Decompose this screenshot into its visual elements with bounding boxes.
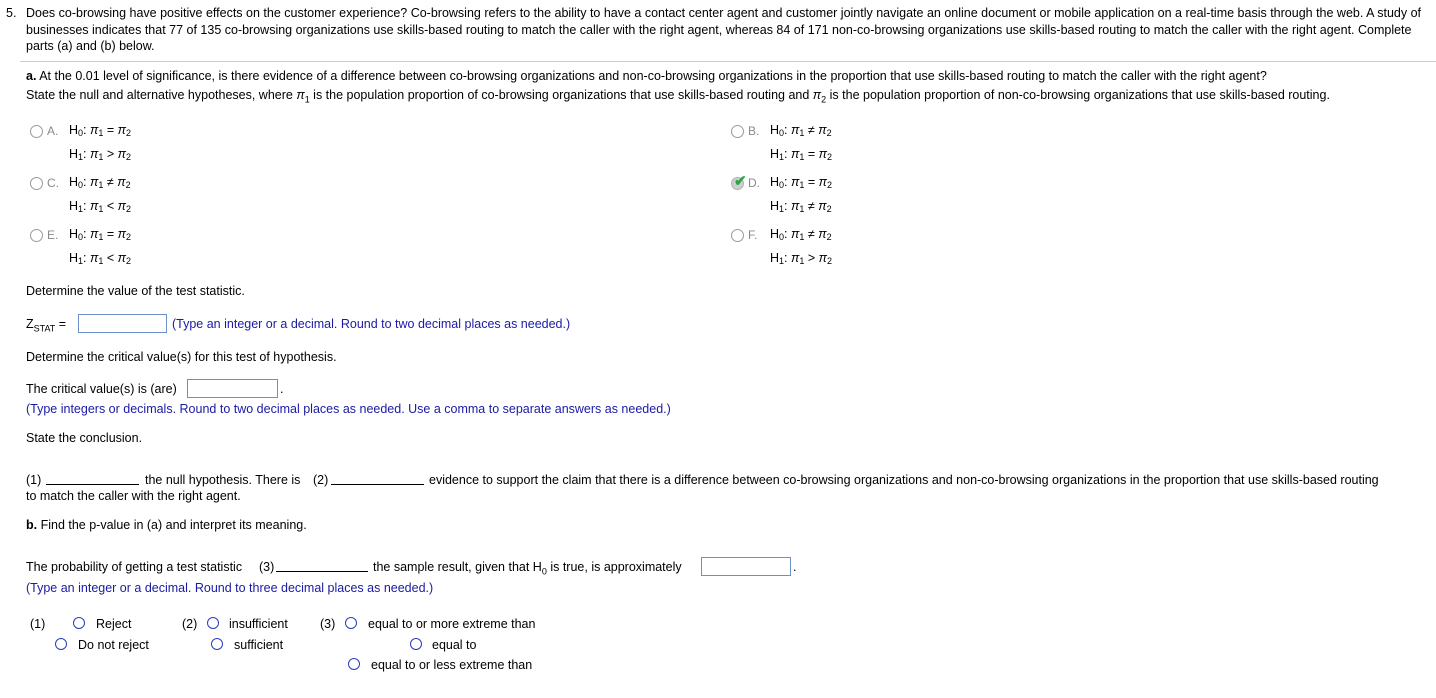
pvalue-input[interactable] bbox=[701, 557, 791, 576]
blank-1-label: (1) bbox=[26, 473, 42, 487]
option-f-radio[interactable] bbox=[731, 229, 744, 242]
blank-2-label: (2) bbox=[313, 473, 329, 487]
option-e-radio[interactable] bbox=[30, 229, 43, 242]
zstat-input[interactable] bbox=[78, 314, 167, 333]
option-e-hypotheses: $H_0$: $\pi_1 = \pi_2$ $H_1$: $\pi_1 < \pi_2$ bbox=[69, 227, 132, 266]
choice-group-3-label: (3) bbox=[320, 617, 336, 631]
option-b-radio[interactable] bbox=[731, 125, 744, 138]
option-a-radio[interactable] bbox=[30, 125, 43, 138]
choice-sufficient-label: sufficient bbox=[234, 638, 284, 652]
question-text: Does co-browsing have positive effects on the customer experience? Co-browsing refers to the ability to have a contact center agent and customer jointly navigate an online document or mobile application on a real-time basis through the web. A study of businesses indicates that 77 of 135 co-browsing organizations use skills-based routing to match the caller with the right agent, whereas 84 of 171 non-co-browsing organizations use skills-based routing to match the caller with the right agent. Complete parts (a) and (b) below. bbox=[26, 6, 1422, 53]
option-c-radio[interactable] bbox=[30, 177, 43, 190]
period: . bbox=[280, 382, 284, 396]
option-f-letter: F. bbox=[748, 228, 758, 242]
choice-more-extreme-radio[interactable] bbox=[345, 617, 357, 629]
conclusion-mid-text: the null hypothesis. There is bbox=[145, 473, 301, 487]
choice-less-extreme-radio[interactable] bbox=[348, 658, 360, 670]
critical-label: The critical value(s) is (are) bbox=[26, 382, 177, 396]
choice-group-2-label: (2) bbox=[182, 617, 198, 631]
part-b-prompt: b. Find the p-value in (a) and interpret its meaning. bbox=[26, 518, 307, 532]
part-a-prompt: a. At the 0.01 level of significance, is there evidence of a difference between co-browsing organizations and non-co-browsing organizations in the proportion that use skills-based routing to match the caller with the right agent? bbox=[26, 69, 1267, 83]
conclusion-prompt: State the conclusion. bbox=[26, 431, 143, 445]
option-f-hypotheses: $H_0$: $\pi_1 \ne \pi_2$ $H_1$: $\pi_1 > \pi_2$ bbox=[770, 227, 833, 266]
zstat-label: $Z_{STAT}$ = bbox=[26, 317, 67, 334]
critical-value-input[interactable] bbox=[187, 379, 278, 398]
hypothesis-instruction: State the null and alternative hypotheses, where $\pi_1$ is the population proportion of co-browsing organizations that use skills-based routing and $\pi_2$ is the population proportion of non-co-browsing organizations that use skills-based routing. bbox=[26, 88, 1330, 105]
choice-less-extreme-label: equal to or less extreme than bbox=[371, 658, 533, 672]
option-a-letter: A. bbox=[47, 124, 59, 138]
choice-reject-label: Reject bbox=[96, 617, 132, 631]
question-number: 5. bbox=[6, 6, 17, 20]
pvalue-hint: (Type an integer or a decimal. Round to three decimal places as needed.) bbox=[26, 581, 434, 595]
option-c-letter: C. bbox=[47, 176, 59, 190]
choice-insufficient-label: insufficient bbox=[229, 617, 288, 631]
critical-hint: (Type integers or decimals. Round to two decimal places as needed. Use a comma to separate answers as needed.) bbox=[26, 402, 671, 416]
choice-equal-to-label: equal to bbox=[432, 638, 477, 652]
blank-2-dropdown[interactable] bbox=[331, 484, 424, 485]
period: . bbox=[793, 560, 797, 574]
choice-reject-radio[interactable] bbox=[73, 617, 85, 629]
choice-insufficient-radio[interactable] bbox=[207, 617, 219, 629]
choice-do-not-reject-radio[interactable] bbox=[55, 638, 67, 650]
conclusion-end-text: evidence to support the claim that there is a difference between co-browsing organizations and non-co-browsing organizations in the proportion that use skills-based routing bbox=[429, 473, 1379, 487]
prob-mid-text: the sample result, given that $H_0$ is true, is approximately bbox=[373, 560, 682, 577]
divider bbox=[20, 61, 1436, 62]
blank-1-dropdown[interactable] bbox=[46, 484, 139, 485]
option-c-hypotheses: $H_0$: $\pi_1 \ne \pi_2$ $H_1$: $\pi_1 < \pi_2$ bbox=[69, 175, 132, 214]
choice-do-not-reject-label: Do not reject bbox=[78, 638, 149, 652]
blank-3-dropdown[interactable] bbox=[276, 571, 368, 572]
option-d-letter: D. bbox=[748, 176, 760, 190]
option-a-hypotheses: $H_0$: $\pi_1 = \pi_2$ $H_1$: $\pi_1 > \pi_2$ bbox=[69, 123, 132, 162]
question-text-block bbox=[6, 5, 1428, 55]
option-b-letter: B. bbox=[748, 124, 760, 138]
test-stat-prompt: Determine the value of the test statistic. bbox=[26, 284, 245, 298]
option-e-letter: E. bbox=[47, 228, 59, 242]
choice-sufficient-radio[interactable] bbox=[211, 638, 223, 650]
option-b-hypotheses: $H_0$: $\pi_1 \ne \pi_2$ $H_1$: $\pi_1 = \pi_2$ bbox=[770, 123, 833, 162]
choice-equal-to-radio[interactable] bbox=[410, 638, 422, 650]
prob-pre-text: The probability of getting a test statistic bbox=[26, 560, 243, 574]
conclusion-line2: to match the caller with the right agent. bbox=[26, 489, 241, 503]
correct-check-icon: ✔ bbox=[734, 173, 747, 190]
option-d-hypotheses: $H_0$: $\pi_1 = \pi_2$ $H_1$: $\pi_1 \ne \pi_2$ bbox=[770, 175, 833, 214]
choice-group-1-label: (1) bbox=[30, 617, 46, 631]
zstat-hint: (Type an integer or a decimal. Round to two decimal places as needed.) bbox=[172, 317, 571, 331]
choice-more-extreme-label: equal to or more extreme than bbox=[368, 617, 536, 631]
critical-prompt: Determine the critical value(s) for this test of hypothesis. bbox=[26, 350, 337, 364]
blank-3-label: (3) bbox=[259, 560, 275, 574]
